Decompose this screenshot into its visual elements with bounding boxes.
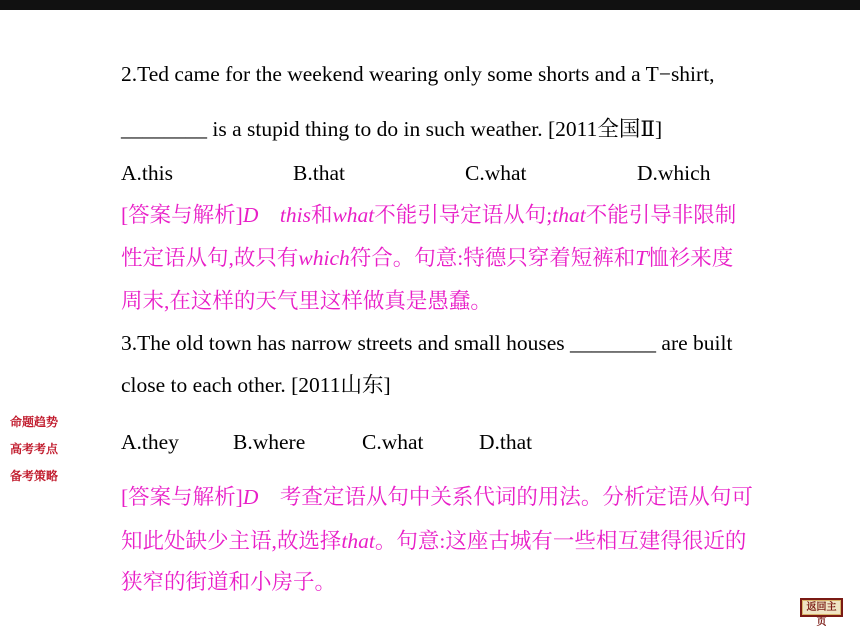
sidebar-item-strategy[interactable]: 备考策略 xyxy=(10,469,59,483)
question-3-analysis-line-2 xyxy=(121,527,746,555)
analysis-word: which xyxy=(298,246,350,270)
option-c: C.what xyxy=(362,430,424,454)
analysis-space xyxy=(258,203,280,227)
analysis-text: 恤衫来度 xyxy=(647,246,734,270)
analysis-text: 性定语从句,故只有 xyxy=(121,246,299,270)
analysis-text: 不能引导非限制 xyxy=(585,203,737,227)
analysis-word: what xyxy=(332,203,375,227)
question-3-line-2: close to each other. [2011山东] xyxy=(121,373,391,397)
option-b: B.where xyxy=(233,430,306,454)
question-2-line-2: ________ is a stupid thing to do in such weather. [2011全国Ⅱ] xyxy=(121,117,663,141)
question-2-options xyxy=(121,159,821,187)
analysis-word: T xyxy=(635,246,648,270)
option-d: D.which xyxy=(637,161,711,185)
question-3-analysis-line-3: 狭窄的街道和小房子。 xyxy=(121,570,337,594)
question-2-analysis-line-1 xyxy=(121,201,736,229)
analysis-text: 考查定语从句中关系代词的用法。分析定语从句可 xyxy=(258,485,753,509)
sidebar-item-trends[interactable]: 命题趋势 xyxy=(10,415,59,429)
analysis-word: this xyxy=(279,203,311,227)
analysis-word: that xyxy=(341,529,375,553)
question-3-analysis-line-1 xyxy=(121,483,753,511)
option-a: A.this xyxy=(121,161,173,185)
analysis-label: [答案与解析] xyxy=(121,485,243,509)
option-c: C.what xyxy=(465,161,527,185)
option-a: A.they xyxy=(121,430,179,454)
option-d: D.that xyxy=(479,430,533,454)
question-2-analysis-line-3: 周末,在这样的天气里这样做真是愚蠢。 xyxy=(121,289,492,313)
question-2-line-1: 2.Ted came for the weekend wearing only some shorts and a T−shirt, xyxy=(121,62,715,86)
analysis-text: 。句意:这座古城有一些相互建得很近的 xyxy=(374,529,747,553)
analysis-text: 知此处缺少主语,故选择 xyxy=(121,529,342,553)
answer-letter: D xyxy=(242,485,259,509)
answer-letter: D xyxy=(242,203,259,227)
analysis-word: that xyxy=(552,203,586,227)
analysis-text: 符合。句意:特德只穿着短裤和 xyxy=(349,246,636,270)
top-bar xyxy=(0,0,860,10)
option-b: B.that xyxy=(293,161,345,185)
question-3-options xyxy=(121,428,721,456)
home-button[interactable]: 返回主页 xyxy=(800,598,843,617)
sidebar-item-exam-points[interactable]: 高考考点 xyxy=(10,442,59,456)
question-3-line-1: 3.The old town has narrow streets and small houses ________ are built xyxy=(121,331,733,355)
analysis-text: 不能引导定语从句; xyxy=(374,203,553,227)
analysis-text: 和 xyxy=(310,203,333,227)
question-2-analysis-line-2 xyxy=(121,244,733,272)
analysis-label: [答案与解析] xyxy=(121,203,243,227)
